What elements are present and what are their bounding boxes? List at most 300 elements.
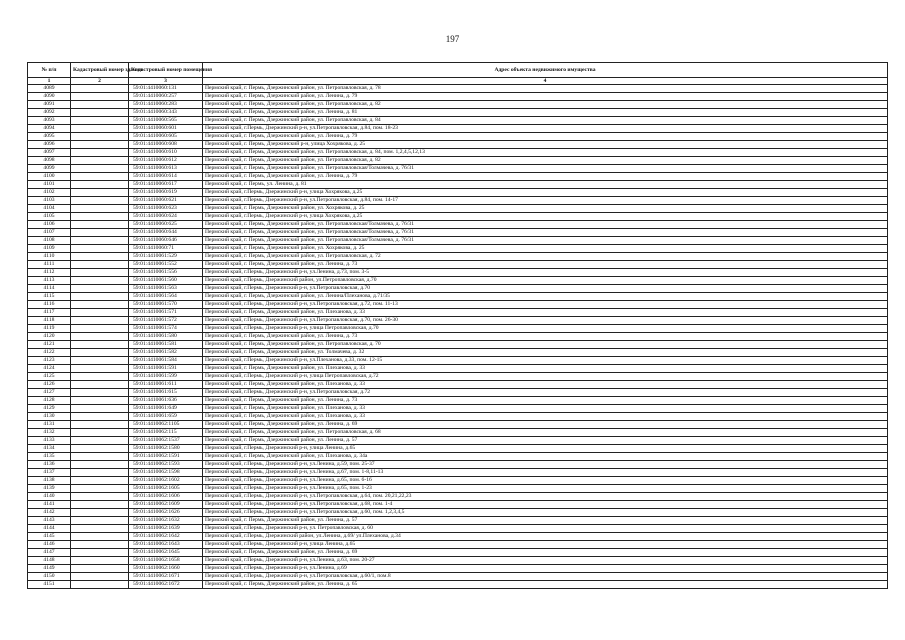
premises-cadastral-cell: 59:01:4410061:552 <box>129 261 203 269</box>
premises-cadastral-cell: 59:01:4410062:1593 <box>129 461 203 469</box>
row-number-cell: 4142 <box>28 509 71 517</box>
building-cadastral-cell <box>71 293 129 301</box>
address-cell: Пермский край, г.Пермь, Дзержинский р-н, улица Петропавловская, д.70 <box>203 325 888 333</box>
property-table <box>27 62 888 589</box>
address-cell: Пермский край, г.Пермь, Дзержинский р-н, ул.Ленина, д.65, пом. 1-23 <box>203 485 888 493</box>
building-cadastral-cell <box>71 93 129 101</box>
row-number-cell: 4124 <box>28 365 71 373</box>
table-row <box>28 549 888 557</box>
row-number-cell: 4133 <box>28 437 71 445</box>
table-row <box>28 453 888 461</box>
building-cadastral-cell <box>71 301 129 309</box>
building-cadastral-cell <box>71 349 129 357</box>
address-cell: Пермский край, г.Пермь, Дзержинский р-н, ул.Ленина, д.63, пом. 20-27 <box>203 557 888 565</box>
table-row <box>28 445 888 453</box>
table-row <box>28 541 888 549</box>
address-cell: Пермский край, г. Пермь, Дзержинский район, ул. Петропавловская, д. 70 <box>203 341 888 349</box>
premises-cadastral-cell: 59:01:4410061:563 <box>129 285 203 293</box>
row-number-cell: 4100 <box>28 173 71 181</box>
building-cadastral-cell <box>71 213 129 221</box>
premises-cadastral-cell: 59:01:4410060:621 <box>129 197 203 205</box>
premises-cadastral-cell: 59:01:4410062:1658 <box>129 557 203 565</box>
address-cell: Пермский край, г. Пермь, Дзержинский район, ул. Ленина, д. 69 <box>203 549 888 557</box>
address-cell: Пермский край, г. Пермь, Дзержинский район, ул. Петропавловская, д. 84, пом. 1,2,4,5,12,13 <box>203 149 888 157</box>
column-number-row <box>28 78 888 85</box>
row-number-cell: 4112 <box>28 269 71 277</box>
table-row <box>28 581 888 589</box>
row-number-cell: 4108 <box>28 237 71 245</box>
header-building-cadastral: Кадастровый номер здания <box>71 63 129 78</box>
building-cadastral-cell <box>71 525 129 533</box>
row-number-cell: 4094 <box>28 125 71 133</box>
row-number-cell: 4141 <box>28 501 71 509</box>
building-cadastral-cell <box>71 189 129 197</box>
building-cadastral-cell <box>71 309 129 317</box>
row-number-cell: 4131 <box>28 421 71 429</box>
table-row <box>28 149 888 157</box>
table-row <box>28 557 888 565</box>
address-cell: Пермский край, г.Пермь, Дзержинский р-н, ул.Ленина, д.59, пом. 25-37 <box>203 461 888 469</box>
building-cadastral-cell <box>71 437 129 445</box>
row-number-cell: 4140 <box>28 493 71 501</box>
row-number-cell: 4118 <box>28 317 71 325</box>
building-cadastral-cell <box>71 389 129 397</box>
table-row <box>28 213 888 221</box>
address-cell: Пермский край, г. Пермь, Дзержинский район, ул. Ленина, д. 57 <box>203 437 888 445</box>
address-cell: Пермский край, г. Пермь, Дзержинский район, ул. Петропавловская, д. 84 <box>203 117 888 125</box>
address-cell: Пермский край, г. Пермь, Дзержинский район, ул. Ленина/Плеханова, д.71/35 <box>203 293 888 301</box>
row-number-cell: 4122 <box>28 349 71 357</box>
premises-cadastral-cell: 59:01:4410061:611 <box>129 381 203 389</box>
address-cell: Пермский край, г. Пермь, Дзержинский район, ул. Плеханова, д. 34а <box>203 453 888 461</box>
premises-cadastral-cell: 59:01:4410062:1598 <box>129 469 203 477</box>
building-cadastral-cell <box>71 533 129 541</box>
row-number-cell: 4091 <box>28 101 71 109</box>
table-row <box>28 181 888 189</box>
building-cadastral-cell <box>71 485 129 493</box>
row-number-cell: 4132 <box>28 429 71 437</box>
building-cadastral-cell <box>71 229 129 237</box>
address-cell: Пермский край, г. Пермь, Дзержинский район, ул. Плеханова, д. 33 <box>203 365 888 373</box>
row-number-cell: 4107 <box>28 229 71 237</box>
premises-cadastral-cell: 59:01:4410061:615 <box>129 389 203 397</box>
row-number-cell: 4128 <box>28 397 71 405</box>
premises-cadastral-cell: 59:01:4410061:560 <box>129 277 203 285</box>
premises-cadastral-cell: 59:01:4410061:564 <box>129 293 203 301</box>
table-row <box>28 277 888 285</box>
table-row <box>28 301 888 309</box>
table-row <box>28 293 888 301</box>
table-row <box>28 333 888 341</box>
premises-cadastral-cell: 59:01:4410060:644 <box>129 229 203 237</box>
row-number-cell: 4125 <box>28 373 71 381</box>
table-row <box>28 101 888 109</box>
row-number-cell: 4120 <box>28 333 71 341</box>
building-cadastral-cell <box>71 141 129 149</box>
premises-cadastral-cell: 59:01:4410061:581 <box>129 341 203 349</box>
address-cell: Пермский край, г. Пермь, Дзержинский район, ул. Петропавловская, д. 68 <box>203 429 888 437</box>
building-cadastral-cell <box>71 453 129 461</box>
address-cell: Пермский край, г. Пермь, Дзержинский район, ул. Ленина, д. 73 <box>203 333 888 341</box>
row-number-cell: 4136 <box>28 461 71 469</box>
address-cell: Пермский край, г. Пермь, Дзержинский район, ул. Петропавловская/Толмачева, д. 76/31 <box>203 229 888 237</box>
row-number-cell: 4089 <box>28 85 71 93</box>
table-row <box>28 517 888 525</box>
premises-cadastral-cell: 59:01:4410062:1671 <box>129 573 203 581</box>
row-number-cell: 4139 <box>28 485 71 493</box>
table-row <box>28 125 888 133</box>
premises-cadastral-cell: 59:01:4410062:1605 <box>129 485 203 493</box>
header-premises-cadastral: Кадастровый номер помещения <box>129 63 203 78</box>
premises-cadastral-cell: 59:01:4410061:636 <box>129 397 203 405</box>
row-number-cell: 4130 <box>28 413 71 421</box>
premises-cadastral-cell: 59:01:4410060:601 <box>129 125 203 133</box>
premises-cadastral-cell: 59:01:4410061:529 <box>129 253 203 261</box>
premises-cadastral-cell: 59:01:4410061:659 <box>129 413 203 421</box>
premises-cadastral-cell: 59:01:4410062:1645 <box>129 549 203 557</box>
address-cell: Пермский край, г. Пермь, Дзержинский район, ул. Петропавловская/Толмачева, д. 76/31 <box>203 237 888 245</box>
building-cadastral-cell <box>71 245 129 253</box>
premises-cadastral-cell: 59:01:4410061:582 <box>129 349 203 357</box>
building-cadastral-cell <box>71 549 129 557</box>
premises-cadastral-cell: 59:01:4410060:610 <box>129 149 203 157</box>
table-row <box>28 413 888 421</box>
premises-cadastral-cell: 59:01:4410060:131 <box>129 85 203 93</box>
address-cell: Пермский край, г.Пермь, Дзержинский р-н, ул.Ленина, д.69 <box>203 565 888 573</box>
table-row <box>28 437 888 445</box>
building-cadastral-cell <box>71 173 129 181</box>
building-cadastral-cell <box>71 541 129 549</box>
row-number-cell: 4126 <box>28 381 71 389</box>
building-cadastral-cell <box>71 253 129 261</box>
premises-cadastral-cell: 59:01:4410060:343 <box>129 109 203 117</box>
table-row <box>28 461 888 469</box>
table-row <box>28 253 888 261</box>
table-row <box>28 357 888 365</box>
row-number-cell: 4151 <box>28 581 71 589</box>
building-cadastral-cell <box>71 221 129 229</box>
header-address: Адрес объекта недвижимого имущества <box>203 63 888 78</box>
building-cadastral-cell <box>71 493 129 501</box>
row-number-cell: 4137 <box>28 469 71 477</box>
building-cadastral-cell <box>71 197 129 205</box>
table-row <box>28 317 888 325</box>
premises-cadastral-cell: 59:01:4410061:571 <box>129 309 203 317</box>
row-number-cell: 4138 <box>28 477 71 485</box>
building-cadastral-cell <box>71 429 129 437</box>
address-cell: Пермский край, г.Пермь, Дзержинский р-н, ул.Петропавловская, д.60, пом. 1,2,3,4,5 <box>203 509 888 517</box>
address-cell: Пермский край, г. Пермь, Дзержинский район, ул. Петропавловская/Толмачева, д. 76/31 <box>203 221 888 229</box>
row-number-cell: 4111 <box>28 261 71 269</box>
address-cell: Пермский край, г.Пермь, Дзержинский р-н, ул.Петропавловская, д.64, пом. 20,21,22,23 <box>203 493 888 501</box>
address-cell: Пермский край, г. Пермь, Дзержинский район, ул. Петропавловская, д. 82 <box>203 157 888 165</box>
row-number-cell: 4093 <box>28 117 71 125</box>
address-cell: Пермский край, г.Пермь, Дзержинский р-н, улица Петропавловская, д.72 <box>203 373 888 381</box>
table-row <box>28 205 888 213</box>
row-number-cell: 4092 <box>28 109 71 117</box>
table-row <box>28 493 888 501</box>
address-cell: Пермский край, г.Пермь, Дзержинский р-н, ул.Петропавловская, д.72, пом. 11-13 <box>203 301 888 309</box>
building-cadastral-cell <box>71 509 129 517</box>
premises-cadastral-cell: 59:01:4410061:599 <box>129 373 203 381</box>
premises-cadastral-cell: 59:01:4410062:115 <box>129 429 203 437</box>
address-cell: Пермский край, г.Пермь, Дзержинский р-н, ул.Петропавловская, д.84, пом. 14-17 <box>203 197 888 205</box>
address-cell: Пермский край, г. Пермь, Дзержинский район, ул. Ленина, д. 57 <box>203 517 888 525</box>
address-cell: Пермский край, г.Пермь, Дзержинский р-н, улица Хохрякова, д.25 <box>203 213 888 221</box>
table-row <box>28 141 888 149</box>
address-cell: Пермский край, г.Пермь, Дзержинский р-н, улица Ленина, д.65 <box>203 541 888 549</box>
table-row <box>28 109 888 117</box>
row-number-cell: 4114 <box>28 285 71 293</box>
row-number-cell: 4119 <box>28 325 71 333</box>
building-cadastral-cell <box>71 413 129 421</box>
row-number-cell: 4109 <box>28 245 71 253</box>
premises-cadastral-cell: 59:01:4410060:605 <box>129 133 203 141</box>
address-cell: Пермский край, г. Пермь, ул. Ленина, д. 81 <box>203 181 888 189</box>
premises-cadastral-cell: 59:01:4410061:591 <box>129 365 203 373</box>
premises-cadastral-cell: 59:01:4410061:649 <box>129 405 203 413</box>
address-cell: Пермский край, г. Пермь, Дзержинский район, ул. Толмачева, д. 32 <box>203 349 888 357</box>
premises-cadastral-cell: 59:01:4410060:623 <box>129 205 203 213</box>
row-number-cell: 4129 <box>28 405 71 413</box>
premises-cadastral-cell: 59:01:4410062:1672 <box>129 581 203 589</box>
row-number-cell: 4097 <box>28 149 71 157</box>
building-cadastral-cell <box>71 333 129 341</box>
premises-cadastral-cell: 59:01:4410060:625 <box>129 221 203 229</box>
address-cell: Пермский край, г.Пермь, Дзержинский р-н, ул.Плеханова, д.33, пом. 12-15 <box>203 357 888 365</box>
premises-cadastral-cell: 59:01:4410062:1591 <box>129 453 203 461</box>
premises-cadastral-cell: 59:01:4410062:1626 <box>129 509 203 517</box>
address-cell: Пермский край, г. Пермь, Дзержинский район, ул. Ленина, д. 65 <box>203 581 888 589</box>
row-number-cell: 4134 <box>28 445 71 453</box>
row-number-cell: 4105 <box>28 213 71 221</box>
premises-cadastral-cell: 59:01:4410060:624 <box>129 213 203 221</box>
table-row <box>28 261 888 269</box>
address-cell: Пермский край, г. Пермь, Дзержинский район, ул. Ленина, д. 79 <box>203 93 888 101</box>
table-row <box>28 309 888 317</box>
building-cadastral-cell <box>71 285 129 293</box>
table-row <box>28 381 888 389</box>
row-number-cell: 4113 <box>28 277 71 285</box>
building-cadastral-cell <box>71 565 129 573</box>
row-number-cell: 4110 <box>28 253 71 261</box>
address-cell: Пермский край, г. Пермь, Дзержинский район, ул. Петропавловская/Толмачева, д. 76/31 <box>203 165 888 173</box>
building-cadastral-cell <box>71 85 129 93</box>
building-cadastral-cell <box>71 357 129 365</box>
address-cell: Пермский край, г. Пермь, Дзержинский район, ул. Петропавловская, д. 72 <box>203 253 888 261</box>
column-number: 2 <box>71 78 129 85</box>
table-row <box>28 173 888 181</box>
table-row <box>28 221 888 229</box>
building-cadastral-cell <box>71 381 129 389</box>
table-row <box>28 469 888 477</box>
table-row <box>28 325 888 333</box>
row-number-cell: 4099 <box>28 165 71 173</box>
row-number-cell: 4096 <box>28 141 71 149</box>
row-number-cell: 4101 <box>28 181 71 189</box>
table-row <box>28 525 888 533</box>
building-cadastral-cell <box>71 477 129 485</box>
address-cell: Пермский край, г.Пермь, Дзержинский район, ул.Петропавловская, д.70 <box>203 277 888 285</box>
row-number-cell: 4147 <box>28 549 71 557</box>
address-cell: Пермский край, г. Пермь, Дзержинский район, ул. Петропавловская, д. 78 <box>203 85 888 93</box>
row-number-cell: 4106 <box>28 221 71 229</box>
table-row <box>28 229 888 237</box>
row-number-cell: 4090 <box>28 93 71 101</box>
building-cadastral-cell <box>71 125 129 133</box>
building-cadastral-cell <box>71 205 129 213</box>
row-number-cell: 4143 <box>28 517 71 525</box>
table-row <box>28 165 888 173</box>
address-cell: Пермский край, г.Пермь, Дзержинский р-н, ул.Петропавловская, д.68, пом. 1-4 <box>203 501 888 509</box>
building-cadastral-cell <box>71 317 129 325</box>
row-number-cell: 4117 <box>28 309 71 317</box>
table-row <box>28 157 888 165</box>
building-cadastral-cell <box>71 461 129 469</box>
table-row <box>28 429 888 437</box>
building-cadastral-cell <box>71 501 129 509</box>
row-number-cell: 4150 <box>28 573 71 581</box>
table-row <box>28 117 888 125</box>
address-cell: Пермский край, г. Пермь, Дзержинский район, ул. Плеханова, д. 33 <box>203 413 888 421</box>
building-cadastral-cell <box>71 165 129 173</box>
row-number-cell: 4123 <box>28 357 71 365</box>
address-cell: Пермский край, г. Пермь, Дзержинский район, ул. Хохрякова, д. 25 <box>203 245 888 253</box>
table-row <box>28 405 888 413</box>
address-cell: Пермский край, г.Пермь, Дзержинский р-н, ул.Петропавловская, д.60/1, пом.8 <box>203 573 888 581</box>
premises-cadastral-cell: 59:01:4410060:617 <box>129 181 203 189</box>
building-cadastral-cell <box>71 157 129 165</box>
premises-cadastral-cell: 59:01:4410060:613 <box>129 165 203 173</box>
address-cell: Пермский край, г. Пермь, Дзержинский район, ул. Ленина, д. 79 <box>203 173 888 181</box>
row-number-cell: 4135 <box>28 453 71 461</box>
table-row <box>28 93 888 101</box>
table-row <box>28 349 888 357</box>
premises-cadastral-cell: 59:01:4410062:1642 <box>129 533 203 541</box>
premises-cadastral-cell: 59:01:4410062:1639 <box>129 525 203 533</box>
column-number: 3 <box>129 78 203 85</box>
premises-cadastral-cell: 59:01:4410062:1580 <box>129 445 203 453</box>
table-row <box>28 365 888 373</box>
premises-cadastral-cell: 59:01:4410061:556 <box>129 269 203 277</box>
premises-cadastral-cell: 59:01:4410060:646 <box>129 237 203 245</box>
address-cell: Пермский край, г. Пермь, Дзержинский район, ул. Ленина, д. 69 <box>203 421 888 429</box>
table-row <box>28 389 888 397</box>
row-number-cell: 4145 <box>28 533 71 541</box>
address-cell: Пермский край, г. Пермь, Дзержинский район, ул. Петропавловская, д. 82 <box>203 101 888 109</box>
building-cadastral-cell <box>71 269 129 277</box>
address-cell: Пермский край, г.Пермь, Дзержинский район, ул.Ленина, д.69/ ул.Плеханова, д.34 <box>203 533 888 541</box>
premises-cadastral-cell: 59:01:4410062:1643 <box>129 541 203 549</box>
row-number-cell: 4121 <box>28 341 71 349</box>
address-cell: Пермский край, г. Пермь, Дзержинский район, ул. Плеханова, д. 33 <box>203 405 888 413</box>
table-row <box>28 397 888 405</box>
table-row <box>28 573 888 581</box>
premises-cadastral-cell: 59:01:4410060:257 <box>129 93 203 101</box>
premises-cadastral-cell: 59:01:4410061:580 <box>129 333 203 341</box>
building-cadastral-cell <box>71 133 129 141</box>
row-number-cell: 4127 <box>28 389 71 397</box>
row-number-cell: 4103 <box>28 197 71 205</box>
table-row <box>28 373 888 381</box>
address-cell: Пермский край, г.Пермь, Дзержинский р-н, ул.Петропавловская, д.84, пом. 18-23 <box>203 125 888 133</box>
premises-cadastral-cell: 59:01:4410062:1537 <box>129 437 203 445</box>
premises-cadastral-cell: 59:01:4410060:612 <box>129 157 203 165</box>
address-cell: Пермский край, г.Пермь, Дзержинский р-н, ул. Петропавловская, д. 60 <box>203 525 888 533</box>
building-cadastral-cell <box>71 277 129 285</box>
address-cell: Пермский край, г.Пермь, Дзержинский р-н, ул.Петропавловская, д.72 <box>203 389 888 397</box>
row-number-cell: 4102 <box>28 189 71 197</box>
row-number-cell: 4095 <box>28 133 71 141</box>
address-cell: Пермский край, г. Пермь, Дзержинский район, ул. Хохрякова, д. 25 <box>203 205 888 213</box>
building-cadastral-cell <box>71 149 129 157</box>
row-number-cell: 4148 <box>28 557 71 565</box>
building-cadastral-cell <box>71 573 129 581</box>
premises-cadastral-cell: 59:01:4410061:584 <box>129 357 203 365</box>
row-number-cell: 4115 <box>28 293 71 301</box>
page-number: 197 <box>445 34 460 44</box>
building-cadastral-cell <box>71 581 129 589</box>
building-cadastral-cell <box>71 421 129 429</box>
address-cell: Пермский край, г.Пермь, Дзержинский р-н, ул.Ленина, д.73, пом. 3-5 <box>203 269 888 277</box>
row-number-cell: 4146 <box>28 541 71 549</box>
table-row <box>28 565 888 573</box>
table-row <box>28 269 888 277</box>
address-cell: Пермский край, г.Пермь, Дзержинский р-н, улица Ленина, д.65 <box>203 445 888 453</box>
address-cell: Пермский край, г. Пермь, Дзержинский район, ул. Ленина, д. 79 <box>203 133 888 141</box>
table-row <box>28 285 888 293</box>
row-number-cell: 4149 <box>28 565 71 573</box>
premises-cadastral-cell: 59:01:4410060:283 <box>129 101 203 109</box>
premises-cadastral-cell: 59:01:4410062:1609 <box>129 501 203 509</box>
premises-cadastral-cell: 59:01:4410060:565 <box>129 117 203 125</box>
address-cell: Пермский край, г.Пермь, Дзержинский р-н, ул.Ленина, д.65, пом. 6-16 <box>203 477 888 485</box>
table-row <box>28 421 888 429</box>
table-row <box>28 245 888 253</box>
address-cell: Пермский край, г.Пермь, Дзержинский р-н, улица Хохрякова, д.25 <box>203 189 888 197</box>
table-header-row <box>28 63 888 78</box>
premises-cadastral-cell: 59:01:4410061:570 <box>129 301 203 309</box>
column-number: 4 <box>203 78 888 85</box>
address-cell: Пермский край, г.Пермь, Дзержинский р-н, ул.Ленина, д.67, пом. 1-8,11-13 <box>203 469 888 477</box>
column-number: 1 <box>28 78 71 85</box>
address-cell: Пермский край, г.Пермь, Дзержинский р-н, ул.Петропавловская, д.70 <box>203 285 888 293</box>
row-number-cell: 4104 <box>28 205 71 213</box>
building-cadastral-cell <box>71 445 129 453</box>
address-cell: Пермский край, г. Пермь, Дзержинский район, ул. Ленина, д. 81 <box>203 109 888 117</box>
table-row <box>28 341 888 349</box>
address-cell: Пермский край, г. Пермь, Дзержинский район, ул. Плеханова, д. 33 <box>203 381 888 389</box>
building-cadastral-cell <box>71 365 129 373</box>
building-cadastral-cell <box>71 325 129 333</box>
table-row <box>28 237 888 245</box>
building-cadastral-cell <box>71 109 129 117</box>
row-number-cell: 4098 <box>28 157 71 165</box>
premises-cadastral-cell: 59:01:4410060:71 <box>129 245 203 253</box>
premises-cadastral-cell: 59:01:4410062:1105 <box>129 421 203 429</box>
building-cadastral-cell <box>71 469 129 477</box>
premises-cadastral-cell: 59:01:4410061:574 <box>129 325 203 333</box>
address-cell: Пермский край, г. Пермь, Дзержинский район, ул. Ленина, д. 73 <box>203 261 888 269</box>
building-cadastral-cell <box>71 373 129 381</box>
premises-cadastral-cell: 59:01:4410062:1660 <box>129 565 203 573</box>
table-row <box>28 533 888 541</box>
premises-cadastral-cell: 59:01:4410060:614 <box>129 173 203 181</box>
premises-cadastral-cell: 59:01:4410061:572 <box>129 317 203 325</box>
building-cadastral-cell <box>71 341 129 349</box>
table-row <box>28 189 888 197</box>
building-cadastral-cell <box>71 237 129 245</box>
